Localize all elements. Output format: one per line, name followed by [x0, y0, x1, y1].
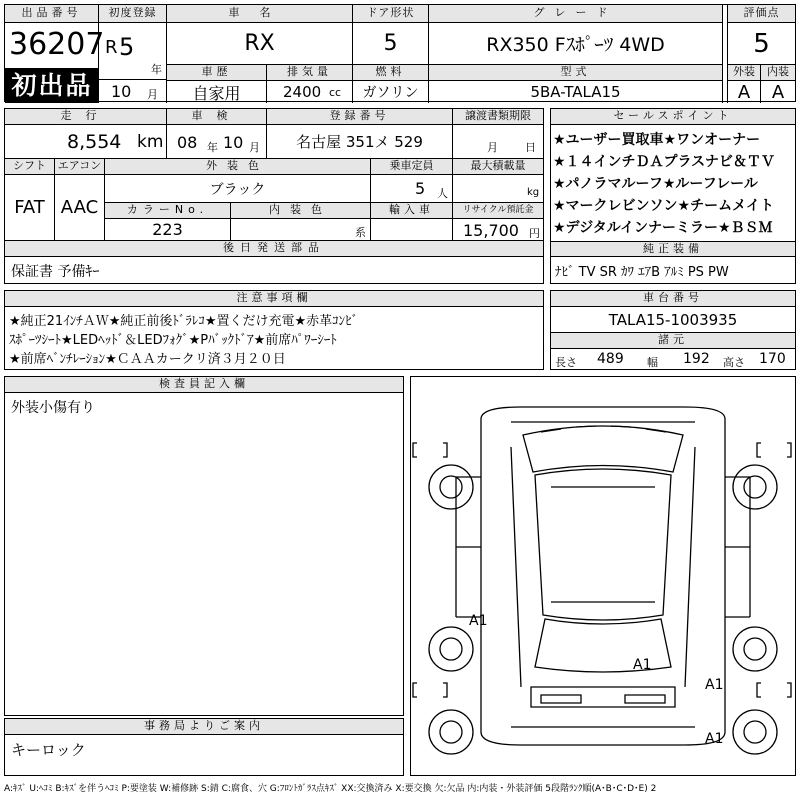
lot-number: 36207	[9, 27, 105, 62]
first-listing-badge: 初出品	[5, 69, 99, 103]
interior-color-cell	[231, 219, 371, 241]
length-label: 長さ	[555, 356, 577, 369]
lot-number-header: 出品番号	[5, 5, 99, 23]
overall-score: 5	[727, 23, 795, 65]
exterior-score: A	[727, 81, 761, 103]
shift-header: シフト	[5, 159, 55, 175]
inspection-month: 10	[223, 133, 244, 152]
damage-mark-right-rear: A1	[705, 677, 724, 693]
damage-legend: A:ｷｽﾞ U:ﾍｺﾐ B:ｷｽﾞを伴うﾍｺﾐ P:要塗装 W:補修跡 S:錆 C:腐食、穴 G:ﾌﾛﾝﾄｶﾞﾗｽ点ｷｽﾞ XX:交換済み X:要交換 欠:欠品 内:内装・外装評価 5段階ﾗﾝｸ順(A･B･C･D･E) 2	[4, 784, 657, 794]
transfer-header: 譲渡書類期限	[453, 109, 543, 125]
lot-number-cell	[5, 23, 105, 69]
sales-points-block	[550, 108, 796, 284]
km-unit: km	[137, 132, 164, 152]
displacement-header: 排気量	[267, 65, 353, 81]
interior-score: A	[771, 81, 785, 103]
era-label: R	[105, 37, 118, 58]
car-name: RX	[167, 23, 353, 65]
color-number: 223	[105, 219, 231, 241]
transfer-cell	[453, 125, 543, 159]
notes-line-2: ｽﾎﾟｰﾂｼｰﾄ★LEDﾍｯﾄﾞ＆LEDﾌｫｸﾞ★Pﾊﾞｯｸﾄﾞｱ★前席ﾊﾟﾜｰｼｰﾄ	[9, 333, 337, 348]
chassis-number: TALA15-1003935	[551, 307, 795, 333]
office-header: 事務局よりご案内	[5, 719, 403, 735]
damage-mark-left-rear-door: A1	[469, 613, 488, 629]
fuel-header: 燃料	[353, 65, 429, 81]
model-code: 5BA-TALA15	[429, 81, 723, 103]
inspector-header: 検査員記入欄	[5, 377, 403, 393]
displacement-cell	[267, 81, 353, 103]
plate-number: 名古屋 351メ 529	[267, 125, 453, 159]
registration-year: 5	[119, 33, 135, 61]
sales-line-2: ★１４インチＤＡプラスナビ＆ＴＶ	[553, 154, 775, 170]
grade: RX350 Fｽﾎﾟｰﾂ 4WD	[429, 23, 723, 65]
capacity-header: 乗車定員	[371, 159, 453, 175]
notes-line-3: ★前席ﾍﾞﾝﾁﾚｰｼｮﾝ★ＣＡＡカークリ済３月２０日	[9, 352, 286, 367]
registration-month-cell	[99, 79, 167, 103]
sales-line-3: ★パノラマルーフ★ルーフレール	[553, 176, 758, 192]
shift-type: FAT	[5, 175, 55, 241]
car-name-header: 車名	[167, 5, 353, 23]
genuine-equipment: ﾅﾋﾞ TV SR ｶﾜ ｴｱB ｱﾙﾐ PS PW	[555, 265, 729, 280]
ac-type: AAC	[55, 175, 105, 241]
damage-mark-rear-bumper: A1	[705, 731, 724, 747]
sales-line-4: ★マークレビンソン★チームメイト	[553, 198, 774, 214]
notes-header: 注意事項欄	[5, 291, 543, 307]
registration-month: 10	[111, 82, 132, 101]
color-no-header: カラーNo.	[105, 203, 231, 219]
interior-color-header: 内装色	[231, 203, 371, 219]
header-block	[4, 4, 796, 102]
capacity: 5	[415, 179, 426, 198]
year-unit: 年	[151, 63, 162, 76]
exterior-header: 外装	[727, 65, 761, 81]
history-header: 車歴	[167, 65, 267, 81]
load-cell	[453, 175, 543, 203]
width-value: 192	[683, 351, 710, 367]
sales-line-5: ★デジタルインナーミラー★ＢＳＭ	[553, 220, 773, 236]
chassis-header: 車台番号	[551, 291, 795, 307]
capacity-cell	[371, 175, 453, 203]
notes-block	[4, 290, 544, 370]
load-header: 最大積載量	[453, 159, 543, 175]
inspection-cell	[167, 125, 267, 159]
fuel: ガソリン	[353, 81, 429, 103]
office-block	[4, 718, 404, 776]
width-label: 幅	[647, 356, 658, 369]
door-count: 5	[353, 23, 429, 65]
transfer-month-unit: 月	[487, 141, 498, 154]
exterior-color: ブラック	[105, 175, 371, 203]
interior-color-suffix: 系	[355, 226, 366, 239]
ac-header: エアコン	[55, 159, 105, 175]
model-header: 型式	[429, 65, 723, 81]
inspector-block	[4, 376, 404, 716]
sales-line-1: ★ユーザー買取車★ワンオーナー	[553, 132, 761, 148]
recycle-fee: 15,700	[463, 221, 519, 240]
cc-unit: cc	[329, 86, 342, 99]
office-note: キーロック	[11, 741, 86, 759]
recycle-cell	[453, 219, 543, 241]
detail-block	[4, 108, 544, 284]
month-unit: 月	[147, 88, 158, 101]
person-unit: 人	[437, 187, 448, 200]
height-label: 高さ	[723, 356, 745, 369]
history: 自家用	[167, 81, 267, 103]
door-header: ドア形状	[353, 5, 429, 23]
chassis-block	[550, 290, 796, 370]
dims-header: 諸元	[551, 333, 795, 349]
later-parts-header: 後日発送部品	[5, 241, 543, 257]
inspector-notes: 外装小傷有り	[11, 400, 95, 416]
plate-header: 登録番号	[267, 109, 453, 125]
inspection-month-unit: 月	[249, 141, 260, 154]
genuine-equipment-header: 純正装備	[551, 241, 795, 257]
displacement: 2400	[283, 83, 322, 101]
sales-points-header: セールスポイント	[551, 109, 795, 125]
car-diagram	[411, 377, 795, 775]
length-value: 489	[597, 351, 624, 367]
later-parts: 保証書 予備ｷｰ	[11, 264, 100, 280]
import-header: 輸入車	[371, 203, 453, 219]
kg-unit: kg	[527, 187, 540, 198]
registration-year-cell	[99, 23, 167, 79]
transfer-day-unit: 日	[525, 141, 536, 154]
grade-header: グレード	[429, 5, 723, 23]
yen-unit: 円	[529, 227, 540, 240]
mileage-header: 走行	[5, 109, 167, 125]
inspection-year-unit: 年	[207, 141, 218, 154]
interior-header: 内装	[761, 65, 795, 81]
height-value: 170	[759, 351, 786, 367]
import-cell	[371, 219, 453, 241]
notes-line-1: ★純正21ｲﾝﾁＡＷ★純正前後ﾄﾞﾗﾚｺ★置くだけ充電★赤革ｺﾝﾋﾞ	[9, 314, 359, 329]
inspection-header: 車検	[167, 109, 267, 125]
mileage: 8,554	[67, 131, 122, 153]
recycle-header: リサイクル預託金	[453, 203, 543, 219]
damage-mark-rear-window: A1	[633, 657, 652, 673]
mileage-cell	[5, 125, 167, 159]
car-diagram-block	[410, 376, 796, 776]
inspection-year: 08	[177, 133, 198, 152]
score-header: 評価点	[727, 5, 795, 23]
color-header: 外装色	[105, 159, 371, 175]
registration-header: 初度登録	[99, 5, 167, 23]
